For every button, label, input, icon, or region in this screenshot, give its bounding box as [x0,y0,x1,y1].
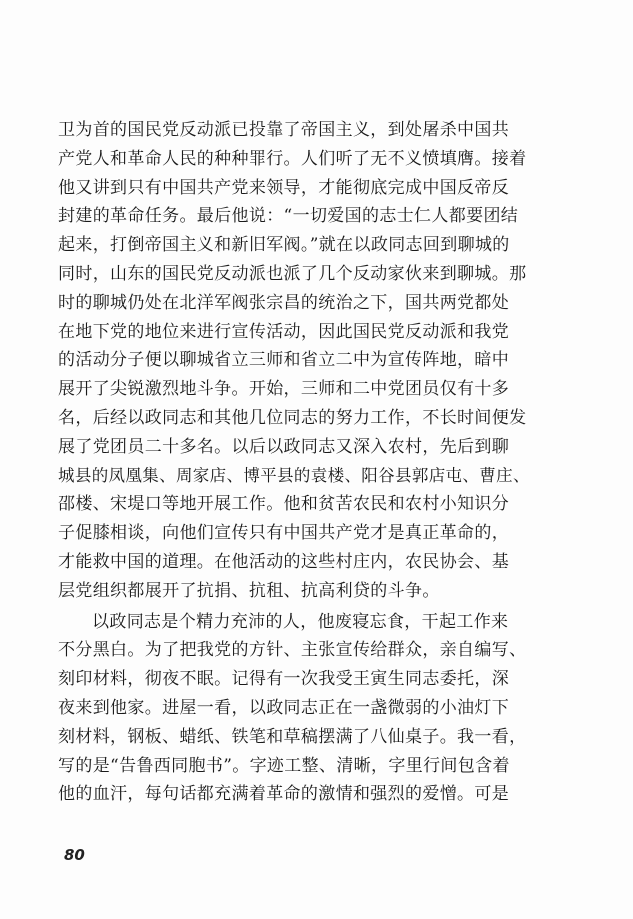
text-line: 邵楼、宋堤口等地开展工作。他和贫苦农民和农村小知识分 [58,494,510,515]
body-text [58,116,528,809]
text-line: 他又讲到只有中国共产党来领导，才能彻底完成中国反帝反 [58,177,510,198]
text-line: 起来，打倒帝国主义和新旧军阀。”就在以政同志回到聊城的 [58,235,510,256]
text-line: 子促膝相谈，向他们宣传只有中国共产党才是真正革命的， [58,523,510,544]
text-line: 夜来到他家。进屋一看，以政同志正在一盏微弱的小油灯下 [58,697,510,718]
text-line: 展开了尖锐激烈地斗争。开始，三师和二中党团员仅有十多 [58,379,510,400]
text-line: 才能救中国的道理。在他活动的这些村庄内，农民协会、基 [58,551,510,572]
text-line: 写的是“告鲁西同胞书”。字迹工整、清晰，字里行间包含着 [58,755,510,776]
text-line: 在地下党的地位来进行宣传活动，因此国民党反动派和我党 [58,321,510,342]
text-line: 刻材料，钢板、蜡纸、铁笔和草稿摆满了八仙桌子。我一看， [58,726,527,747]
text-line: 同时，山东的国民党反动派也派了几个反动家伙来到聊城。那 [58,263,527,284]
paragraph-2 [58,608,528,810]
text-line: 城县的凤凰集、周家店、博平县的袁楼、阳谷县郭店屯、曹庄、 [58,465,530,485]
text-line: 刻印材料，彻夜不眠。记得有一次我受王寅生同志委托，深 [58,669,510,690]
text-line: 以政同志是个精力充沛的人，他废寝忘食，干起工作来 [92,611,509,632]
text-line: 的活动分子便以聊城省立三师和省立二中为宣传阵地，暗中 [58,350,510,371]
text-line: 他的血汗，每句话都充满着革命的激情和强烈的爱憎。可是 [58,784,510,805]
text-line: 卫为首的国民党反动派已投靠了帝国主义，到处屠杀中国共 [58,120,510,140]
text-line: 产党人和革命人民的种种罪行。人们听了无不义愤填膺。接着 [58,148,527,169]
text-line: 层党组织都展开了抗捐、抗租、抗高利贷的斗争。 [58,580,440,601]
text-line: 时的聊城仍处在北洋军阀张宗昌的统治之下，国共两党都处 [58,292,510,313]
paragraph-1 [58,116,528,606]
text-line: 展了党团员二十多名。以后以政同志又深入农村，先后到聊 [58,436,510,457]
text-line: 不分黑白。为了把我党的方针、主张宣传给群众，亲自编写、 [58,640,527,661]
text-line: 封建的革命任务。最后他说：“一切爱国的志士仁人都要团结 [58,206,519,227]
page-number: 80 [64,846,85,864]
text-line: 名，后经以政同志和其他几位同志的努力工作，不长时间便发 [58,407,527,428]
